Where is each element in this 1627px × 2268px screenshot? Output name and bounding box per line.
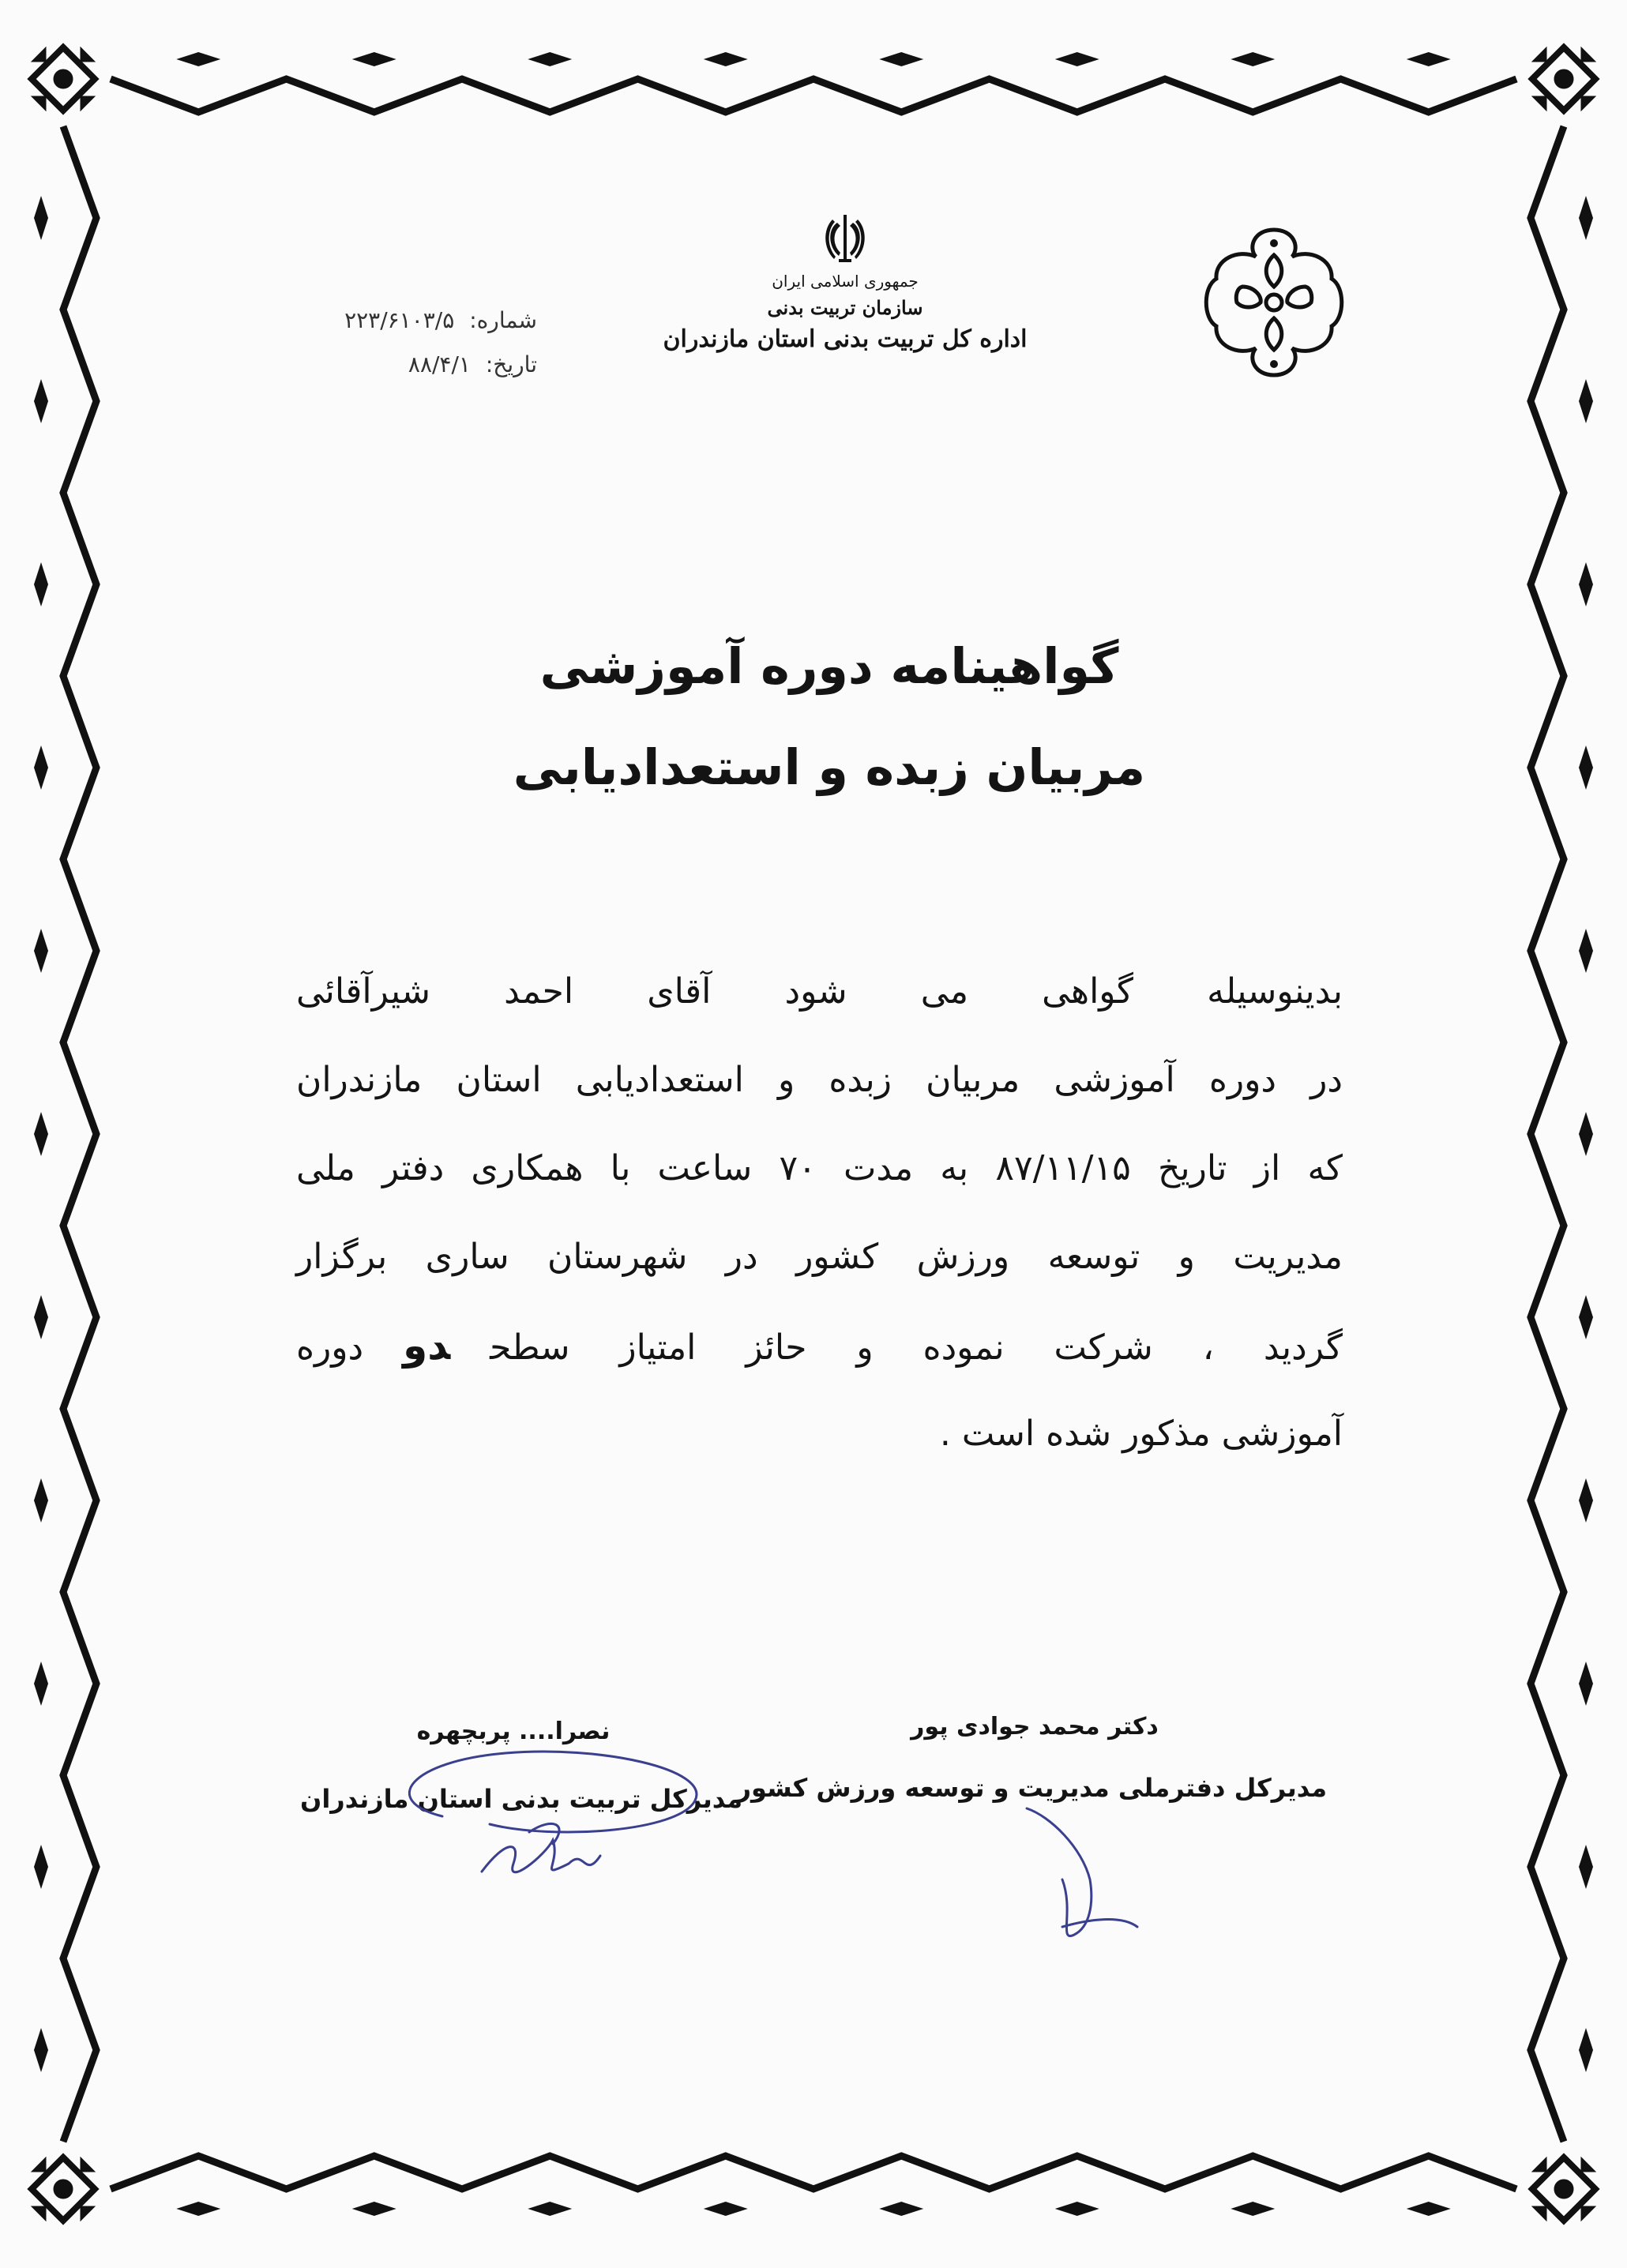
organization-emblem-icon bbox=[1199, 223, 1349, 381]
reference-date-label: تاریخ: bbox=[485, 351, 537, 377]
left-signatory-title: مدیرکل تربیت بدنی استان مازندران bbox=[300, 1784, 742, 1814]
reference-date-value: ۸۸/۴/۱ bbox=[408, 351, 471, 377]
iran-emblem-icon bbox=[821, 212, 869, 264]
level-value: دو bbox=[403, 1323, 451, 1369]
body-line-3: که از تاریخ ۸۷/۱۱/۱۵ به مدت ۷۰ ساعت با همکاری دفتر ملی bbox=[296, 1148, 1343, 1188]
header-organization-name: سازمان تربیت بدنی bbox=[767, 296, 923, 319]
certificate-body bbox=[296, 948, 1343, 1478]
header-country: جمهوری اسلامی ایران bbox=[772, 272, 919, 291]
reference-number-label: شماره: bbox=[469, 307, 537, 333]
certificate-title bbox=[395, 616, 1264, 818]
title-line-1: گواهینامه دوره آموزشی bbox=[539, 637, 1119, 695]
title-line-2: مربیان زبده و استعدادیابی bbox=[513, 738, 1146, 796]
right-signatory-title: مدیرکل دفترملی مدیریت و توسعه ورزش کشور bbox=[736, 1773, 1327, 1803]
body-line-4: مدیریت و توسعه ورزش کشور در شهرستان ساری برگزار bbox=[296, 1237, 1343, 1277]
body-line-1: بدینوسیله گواهی می شود آقای احمد شیرآقائی bbox=[296, 971, 1343, 1012]
body-line-6: آموزشی مذکور شده است . bbox=[939, 1414, 1343, 1454]
reference-number-value: ۲۲۳/۶۱۰۳/۵ bbox=[344, 307, 455, 333]
header-department: اداره کل تربیت بدنی استان مازندران bbox=[663, 325, 1028, 353]
reference-block bbox=[284, 299, 537, 387]
reference-number bbox=[284, 299, 537, 343]
header-organization bbox=[648, 268, 1043, 357]
body-line-5 bbox=[296, 1301, 1343, 1390]
body-line-5-start: گردید ، شرکت نموده و حائز امتیاز سطح bbox=[490, 1327, 1343, 1368]
right-signatory-name: دکتر محمد جوادی پور bbox=[911, 1713, 1159, 1740]
reference-date bbox=[284, 343, 537, 387]
left-signatory-name: نصرا.... پربچهره bbox=[416, 1718, 611, 1745]
body-line-2: در دوره آموزشی مربیان زبده و استعدادیابی استان مازندران bbox=[296, 1060, 1343, 1100]
body-line-5-end: دوره bbox=[296, 1327, 364, 1368]
